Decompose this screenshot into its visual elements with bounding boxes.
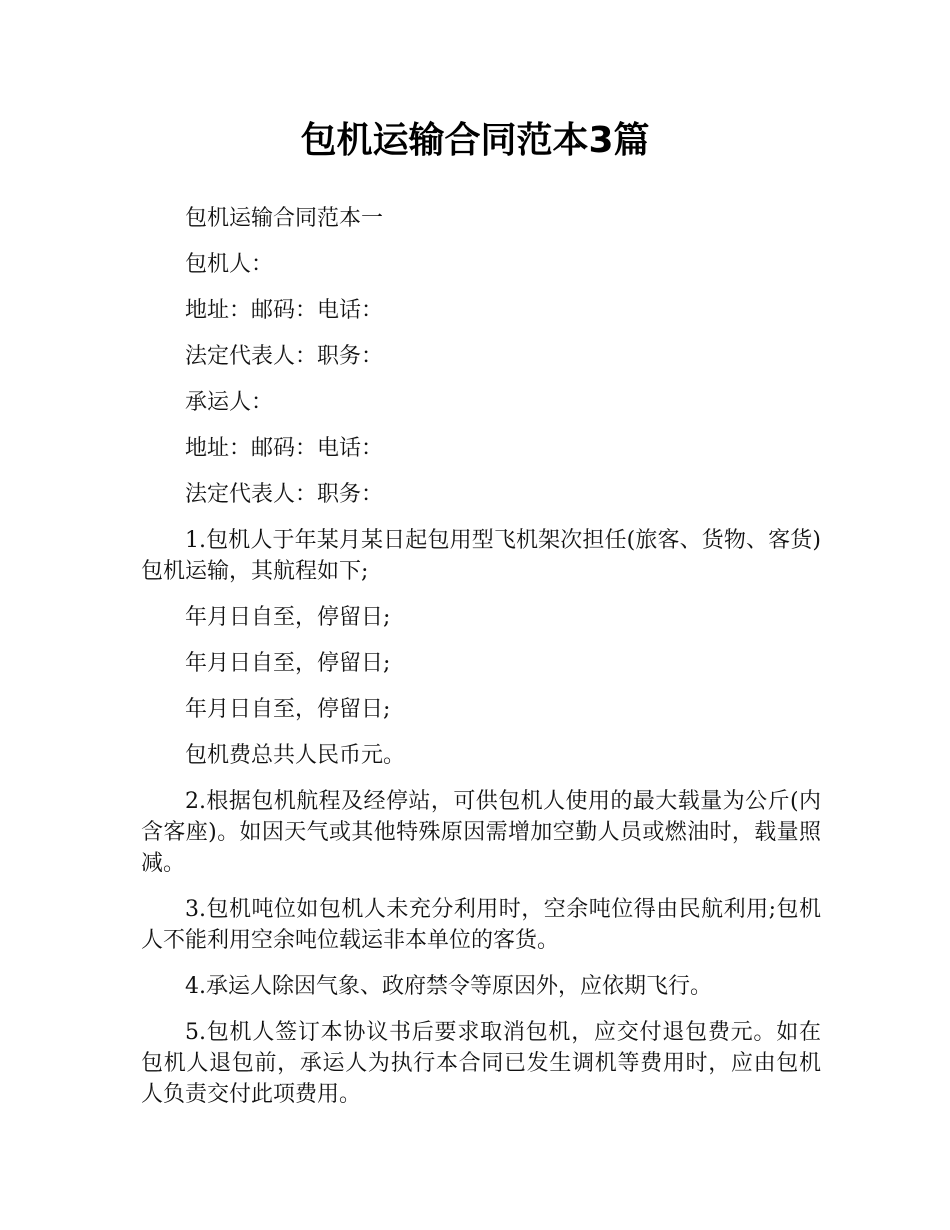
itinerary-line-3: 年月日自至，停留日; — [185, 697, 391, 722]
clause-3: 3.包机吨位如包机人未充分利用时，空余吨位得由民航利用;包机人不能利用空余吨位载运非本单位的客货。 — [141, 897, 821, 953]
document-title: 包机运输合同范本3篇 — [300, 120, 650, 161]
clause-1: 1.包机人于年某月某日起包用型飞机架次担任(旅客、货物、客货)包机运输，其航程如下; — [141, 528, 821, 584]
clause-2: 2.根据包机航程及经停站，可供包机人使用的最大载量为公斤(内含客座)。如因天气或其他特殊原因需增加空勤人员或燃油时，载量照减。 — [141, 789, 821, 876]
itinerary-line-1: 年月日自至，停留日; — [185, 605, 391, 630]
itinerary-line-2: 年月日自至，停留日; — [185, 651, 391, 676]
charterer-line: 包机人： — [185, 252, 274, 277]
charter-fee-line: 包机费总共人民币元。 — [185, 743, 406, 768]
clause-4: 4.承运人除因气象、政府禁令等原因外，应依期飞行。 — [185, 974, 712, 999]
clause-5: 5.包机人签订本协议书后要求取消包机，应交付退包费元。如在包机人退包前，承运人为执行本合同已发生调机等费用时，应由包机人负责交付此项费用。 — [141, 1020, 821, 1107]
document-body — [141, 203, 821, 1125]
carrier-address-line: 地址：邮码：电话： — [185, 436, 384, 461]
carrier-line: 承运人： — [185, 390, 274, 415]
carrier-representative-line: 法定代表人：职务： — [185, 482, 384, 507]
charterer-representative-line: 法定代表人：职务： — [185, 344, 384, 369]
section-heading: 包机运输合同范本一 — [185, 206, 384, 231]
charterer-address-line: 地址：邮码：电话： — [185, 298, 384, 323]
